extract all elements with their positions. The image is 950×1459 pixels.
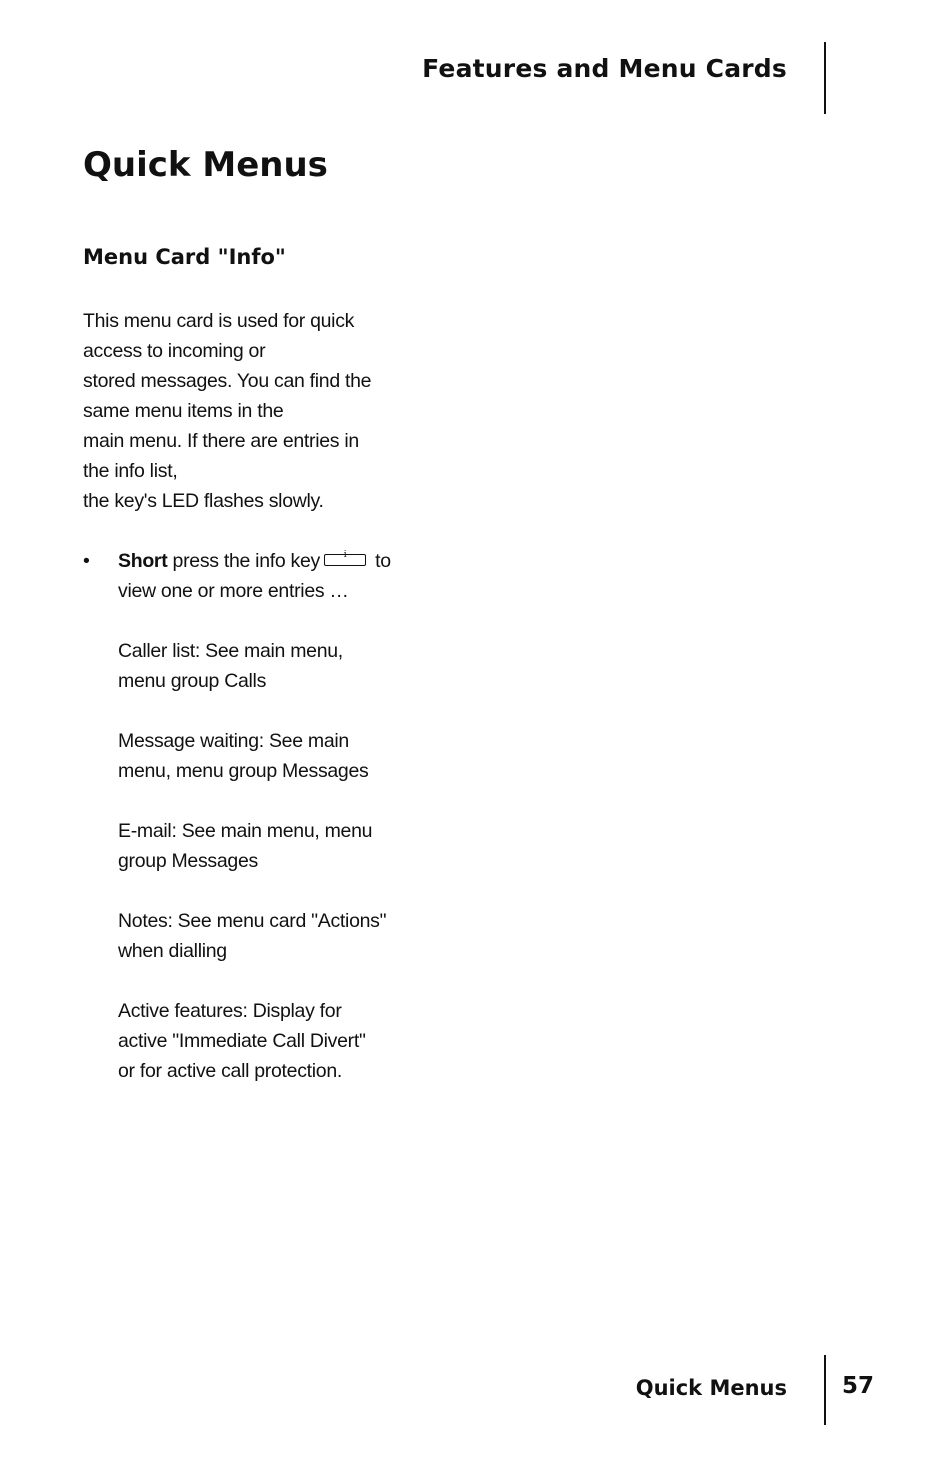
entry-line: Notes: See menu card "Actions" bbox=[118, 910, 387, 932]
intro-line: the key's LED flashes slowly. bbox=[83, 490, 324, 512]
entry-line: menu group Calls bbox=[118, 670, 267, 692]
page-number: 57 bbox=[842, 1373, 875, 1399]
entry-active-features bbox=[118, 996, 366, 1086]
page-title: Quick Menus bbox=[83, 145, 328, 185]
intro-line: the info list, bbox=[83, 460, 178, 482]
entry-caller-list bbox=[118, 636, 343, 696]
intro-line: same menu items in the bbox=[83, 400, 284, 422]
bullet-text: press the info key bbox=[167, 550, 320, 572]
entry-line: when dialling bbox=[118, 940, 227, 962]
bullet-line bbox=[118, 546, 391, 576]
entry-notes bbox=[118, 906, 386, 966]
entry-message-waiting bbox=[118, 726, 368, 786]
intro-line: access to incoming or bbox=[83, 340, 266, 362]
section-title: Menu Card "Info" bbox=[83, 245, 286, 269]
entry-email bbox=[118, 816, 372, 876]
header-divider bbox=[824, 42, 826, 114]
intro-line: main menu. If there are entries in bbox=[83, 430, 359, 452]
entry-line: or for active call protection. bbox=[118, 1060, 343, 1082]
entry-line: group Messages bbox=[118, 850, 258, 872]
entry-line: Message waiting: See main bbox=[118, 730, 349, 752]
intro-line: stored messages. You can find the bbox=[83, 370, 372, 392]
bullet-mark: • bbox=[83, 550, 90, 572]
bullet-text: to bbox=[369, 550, 391, 572]
running-footer-title: Quick Menus bbox=[635, 1376, 787, 1400]
entry-line: menu, menu group Messages bbox=[118, 760, 369, 782]
bullet-line: view one or more entries … bbox=[118, 580, 349, 602]
entry-line: E-mail: See main menu, menu bbox=[118, 820, 373, 842]
footer-divider bbox=[824, 1355, 826, 1425]
entry-line: Caller list: See main menu, bbox=[118, 640, 343, 662]
entry-line: Active features: Display for bbox=[118, 1000, 342, 1022]
intro-paragraph bbox=[83, 306, 371, 516]
intro-line: This menu card is used for quick bbox=[83, 310, 355, 332]
bullet-content bbox=[118, 546, 391, 606]
info-key-icon bbox=[324, 554, 366, 566]
running-header-title: Features and Menu Cards bbox=[422, 54, 787, 83]
entry-line: active "Immediate Call Divert" bbox=[118, 1030, 366, 1052]
bullet-bold-lead: Short bbox=[118, 550, 168, 572]
